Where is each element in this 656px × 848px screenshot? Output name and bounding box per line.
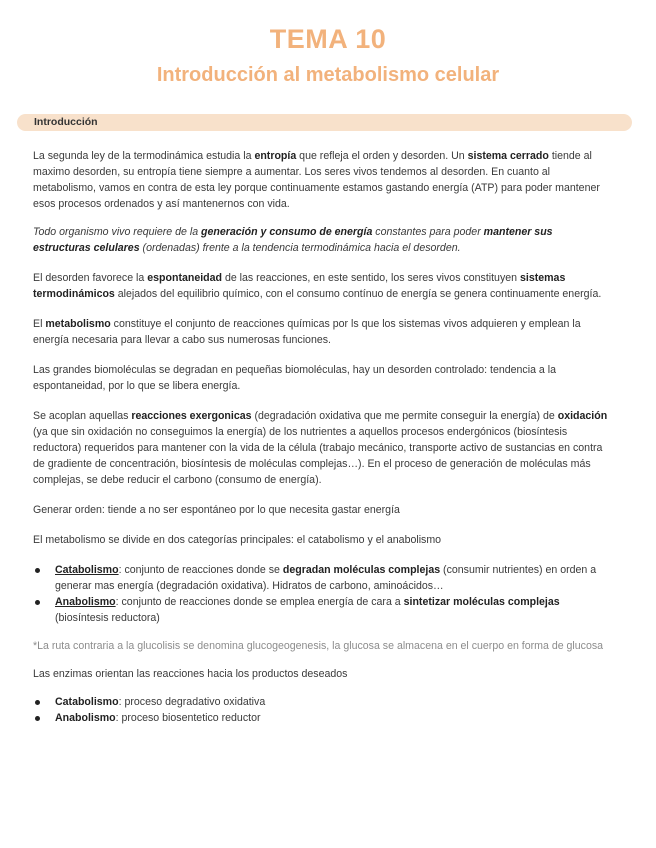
paragraph-categories: El metabolismo se divide en dos categorías principales: el catabolismo y el anabolismo (33, 534, 442, 546)
paragraph-coupling: Se acoplan aquellas reacciones exergonicas (degradación oxidativa que me permite conseguir la energía) de oxidación (ya que sin oxidación no conseguimos la energía) de los nutrientes a aquellos procesos endergónicos (biosíntesis reductora) requeridos para mantener con la vida de la célula (trabajo mecánico, transporte activo de sustancias en contra de gradiente de concentración, biosíntesis de moléculas complejas…). En el proceso de generación de moléculas más complejas, se debe reducir el carbono (consumo de energía). (33, 410, 608, 486)
list-item: Catabolismo: conjunto de reacciones donde se degradan moléculas complejas (consumir nutrientes) en orden a generar mas energía (degradación oxidativa). Hidratos de carbono, aminoácidos… (33, 562, 613, 594)
paragraph-metabolism: El metabolismo constituye el conjunto de reacciones químicas por ls que los sistemas vivos adquieren y emplean la energía necesaria para llevar a cabo sus numerosas funciones. (33, 318, 581, 346)
paragraph-enzymes: Las enzimas orientan las reacciones hacia los productos deseados (33, 668, 348, 680)
categories-list (33, 562, 613, 626)
paragraph-order: Generar orden: tiende a no ser espontáneo por lo que necesita gastar energía (33, 504, 400, 516)
section-header-bar (17, 114, 632, 131)
page-title: TEMA 10 (269, 24, 387, 54)
paragraph-disorder: El desorden favorece la espontaneidad de las reacciones, en este sentido, los seres vivos constituyen sistemas termodinámicos alejados del equilibrio químico, con el consumo contínuo de energía se genera continuamente energía. (33, 272, 602, 300)
paragraph-entropy: La segunda ley de la termodinámica estudia la entropía que refleja el orden y desorden. Un sistema cerrado tiende al maximo desorden, su entropía tiene siempre a aumentar. Los seres vivos tendemos al desorden. En cuanto al metabolismo, vamos en contra de esta ley porque continuamente estamos gastando energía (ATP) para poder mantener esos procesos ordenados y así mantenernos con vida. (33, 150, 600, 210)
page-subtitle: Introducción al metabolismo celular (156, 64, 500, 86)
list-item: Catabolismo: proceso degradativo oxidativa (33, 694, 613, 710)
note-paragraph: *La ruta contraria a la glucolisis se denomina glucogeogenesis, la glucosa se almacena en el cuerpo en forma de glucosa (33, 640, 604, 652)
list-item: Anabolismo: proceso biosentetico reductor (33, 710, 613, 726)
summary-list (33, 694, 613, 726)
paragraph-biomolecules: Las grandes biomoléculas se degradan en pequeñas biomoléculas, hay un desorden controlado: tendencia a la espontaneidad, por lo que se libera energía. (33, 364, 556, 392)
document-body (33, 148, 613, 726)
section-label: Introducción (34, 116, 98, 128)
list-item: Anabolismo: conjunto de reacciones donde se emplea energía de cara a sintetizar moléculas complejas (biosíntesis reductora) (33, 594, 613, 626)
paragraph-energy: Todo organismo vivo requiere de la generación y consumo de energía constantes para poder mantener sus estructuras celulares (ordenadas) frente a la tendencia termodinámica hacia el desorden. (33, 226, 553, 254)
